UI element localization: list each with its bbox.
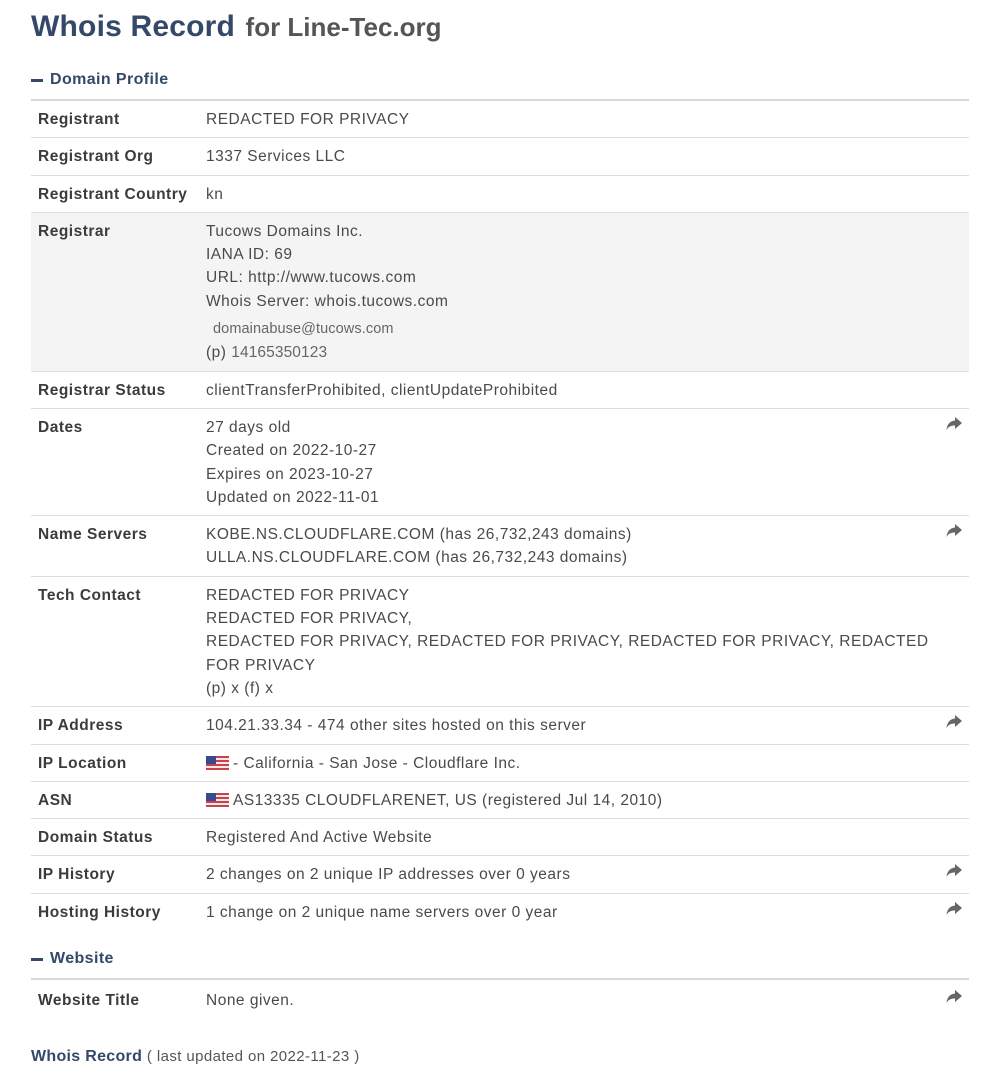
updated-date: Updated on 2022-11-01	[206, 488, 380, 506]
tech-contact-phone: (p) x (f) x	[206, 679, 274, 697]
registrar-phone: 14165350123	[231, 344, 328, 362]
row-registrant	[31, 101, 969, 138]
section-domain-profile-toggle[interactable]	[31, 71, 969, 101]
row-value: None given.	[206, 992, 295, 1010]
row-ip-history	[31, 856, 969, 893]
domain-profile-table	[31, 101, 969, 930]
row-registrant-country	[31, 175, 969, 212]
row-label: Registrar Status	[38, 381, 166, 399]
row-label: Registrant	[38, 111, 120, 128]
row-value: 1337 Services LLC	[206, 148, 346, 166]
row-value	[206, 516, 933, 577]
row-registrar-status	[31, 371, 969, 408]
row-dates	[31, 408, 969, 515]
row-website-title	[31, 980, 969, 1018]
share-arrow-icon[interactable]	[945, 863, 963, 879]
row-value: 104.21.33.34 - 474 other sites hosted on this server	[206, 717, 587, 735]
share-arrow-icon[interactable]	[945, 523, 963, 539]
tech-contact-line: REDACTED FOR PRIVACY,	[206, 610, 413, 628]
row-value: kn	[206, 185, 224, 203]
us-flag-icon	[206, 793, 229, 807]
registrar-name: Tucows Domains Inc.	[206, 222, 364, 240]
row-tech-contact	[31, 576, 969, 706]
whois-page	[0, 9, 987, 1066]
name-server-1: KOBE.NS.CLOUDFLARE.COM (has 26,732,243 domains)	[206, 526, 632, 544]
row-label: IP Address	[38, 717, 124, 735]
row-hosting-history	[31, 893, 969, 930]
us-flag-icon	[206, 756, 229, 770]
row-registrar	[31, 212, 969, 371]
registrar-email: domainabuse@tucows.com	[213, 321, 394, 338]
row-value	[206, 212, 933, 371]
page-title-domain: for Line-Tec.org	[245, 12, 442, 42]
name-server-2: ULLA.NS.CLOUDFLARE.COM (has 26,732,243 domains)	[206, 549, 628, 567]
row-name-servers	[31, 516, 969, 577]
share-arrow-icon[interactable]	[945, 416, 963, 432]
section-website-toggle[interactable]	[31, 950, 969, 980]
tech-contact-line: REDACTED FOR PRIVACY, REDACTED FOR PRIVACY, REDACTED FOR PRIVACY, REDACTED FOR PRIVACY	[206, 633, 929, 674]
footer-last-updated: ( last updated on 2022-11-23 )	[146, 1048, 360, 1066]
minus-icon	[31, 79, 43, 82]
row-value	[206, 408, 933, 515]
row-value	[206, 781, 933, 818]
row-asn	[31, 781, 969, 818]
row-label: Registrant Country	[38, 185, 188, 203]
row-label: Website Title	[38, 992, 140, 1010]
ip-location-text: - California - San Jose - Cloudflare Inc.	[233, 754, 521, 772]
row-label: Registrar	[38, 222, 111, 240]
registrar-iana: IANA ID: 69	[206, 246, 293, 264]
row-label: IP History	[38, 866, 116, 884]
footer-title: Whois Record	[31, 1048, 143, 1066]
row-value	[206, 576, 933, 706]
row-value: REDACTED FOR PRIVACY	[206, 111, 410, 128]
row-label: Registrant Org	[38, 148, 154, 166]
row-label: ASN	[38, 791, 73, 809]
row-ip-location	[31, 744, 969, 781]
row-label: Hosting History	[38, 903, 161, 921]
row-label: IP Location	[38, 754, 127, 772]
row-label: Dates	[38, 418, 83, 436]
whois-record-footer	[31, 1048, 969, 1066]
row-domain-status	[31, 819, 969, 856]
row-value: Registered And Active Website	[206, 829, 433, 847]
row-ip-address	[31, 707, 969, 744]
page-title-main: Whois Record	[31, 10, 236, 43]
row-value	[206, 744, 933, 781]
minus-icon	[31, 958, 43, 961]
share-arrow-icon[interactable]	[945, 901, 963, 917]
section-domain-profile-label: Domain Profile	[50, 71, 169, 88]
row-registrant-org	[31, 138, 969, 175]
created-date: Created on 2022-10-27	[206, 442, 377, 460]
row-value: clientTransferProhibited, clientUpdateProhibited	[206, 381, 558, 399]
registrar-url: URL: http://www.tucows.com	[206, 269, 417, 287]
registrar-whois-server: Whois Server: whois.tucows.com	[206, 292, 449, 310]
share-arrow-icon[interactable]	[945, 714, 963, 730]
section-website-label: Website	[50, 950, 114, 968]
page-title	[31, 9, 969, 53]
tech-contact-line: REDACTED FOR PRIVACY	[206, 586, 410, 604]
asn-text: AS13335 CLOUDFLARENET, US (registered Jul 14, 2010)	[233, 791, 663, 809]
phone-prefix: (p)	[206, 344, 227, 362]
domain-age: 27 days old	[206, 418, 291, 436]
share-arrow-icon[interactable]	[945, 989, 963, 1005]
expires-date: Expires on 2023-10-27	[206, 465, 374, 483]
row-value: 1 change on 2 unique name servers over 0 year	[206, 903, 558, 921]
row-value: 2 changes on 2 unique IP addresses over 0 years	[206, 866, 571, 884]
row-label: Name Servers	[38, 526, 148, 544]
row-label: Tech Contact	[38, 586, 142, 604]
website-table	[31, 980, 969, 1018]
row-label: Domain Status	[38, 829, 154, 847]
